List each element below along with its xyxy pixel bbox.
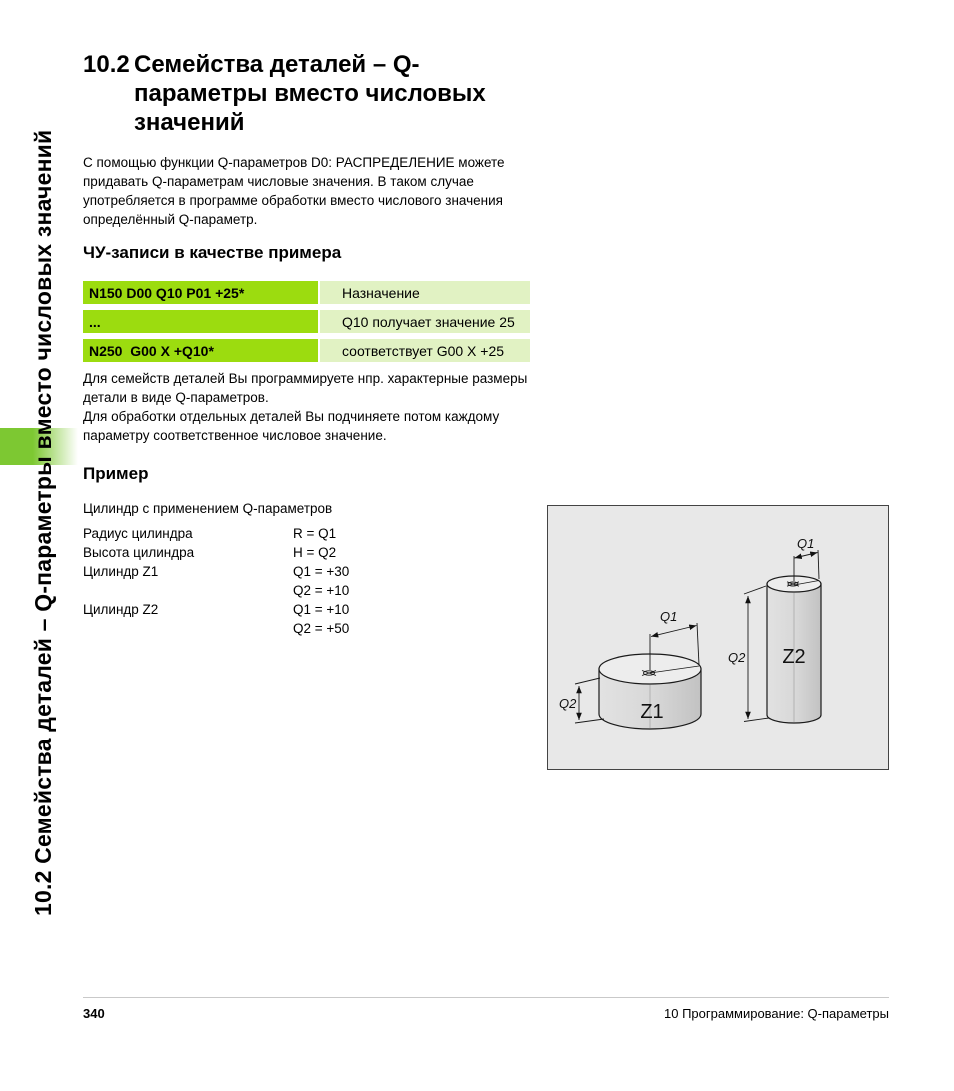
cylinder-z2: [767, 576, 821, 723]
parameter-value: R = Q1: [293, 526, 337, 541]
body-paragraph: Для семейств деталей Вы программируете нпр. характерные размеры детали в виде Q-параметров.: [83, 371, 528, 405]
parameter-value: H = Q2: [293, 545, 337, 560]
nc-code-cell: N250 G00 X +Q10*: [83, 339, 318, 362]
parameter-value: Q2 = +50: [293, 621, 350, 636]
nc-example-table: [83, 281, 530, 368]
list-item: [83, 524, 349, 543]
example-subtitle: Цилиндр с применением Q-параметров: [83, 501, 333, 516]
parameter-label: Цилиндр Z2: [83, 602, 159, 617]
nc-comment-cell: Q10 получает значение 25: [320, 310, 530, 333]
dimension-q1-z2: [794, 536, 819, 581]
table-row: [83, 281, 530, 304]
figure-label-q1: Q1: [660, 609, 678, 624]
list-item: [83, 581, 349, 600]
example-heading: Пример: [83, 464, 149, 483]
section-number: 10.2: [83, 51, 130, 78]
cylinder-figure-drawing: [548, 506, 888, 769]
footer-chapter-title: 10 Программирование: Q-параметры: [664, 1006, 889, 1021]
section-title: Семейства деталей – Q-параметры вместо числовых значений: [134, 51, 486, 136]
table-row: [83, 310, 530, 333]
parameter-value: Q1 = +10: [293, 602, 350, 617]
parameter-value: Q2 = +10: [293, 583, 350, 598]
dimension-q2-z2: [728, 586, 769, 722]
figure-label-q2: Q2: [559, 696, 577, 711]
parameter-label: Высота цилиндра: [83, 545, 195, 560]
parameter-label: [83, 581, 293, 600]
page-number: 340: [83, 1006, 105, 1021]
body-paragraph: Для обработки отдельных деталей Вы подчиняете потом каждому параметру соответственное числовое значение.: [83, 409, 500, 443]
nc-code-cell: ...: [83, 310, 318, 333]
section-heading: [83, 50, 553, 137]
list-item: [83, 543, 349, 562]
dimension-q2-z1: [559, 678, 604, 723]
nc-comment-cell: Назначение: [320, 281, 530, 304]
parameter-label: [83, 619, 293, 638]
list-item: [83, 600, 349, 619]
figure-label-z2: Z2: [782, 646, 806, 668]
parameter-label: Радиус цилиндра: [83, 526, 193, 541]
table-row: [83, 339, 530, 362]
cylinder-figure: [547, 505, 889, 770]
page-footer: [83, 997, 889, 1021]
list-item: [83, 562, 349, 581]
figure-label-q2: Q2: [728, 650, 746, 665]
vertical-chapter-title: 10.2 Семейства деталей – Q-параметры вместо числовых значений: [30, 129, 56, 916]
list-item: [83, 619, 349, 638]
example-parameter-list: [83, 524, 349, 638]
nc-blocks-heading: ЧУ-записи в качестве примера: [83, 243, 342, 262]
parameter-value: Q1 = +30: [293, 564, 350, 579]
intro-paragraph: С помощью функции Q-параметров D0: РАСПРЕДЕЛЕНИЕ можете придавать Q-параметрам числовые значения. В таком случае употребляется в программе обработки вместо числового значения определённый Q-параметр.: [83, 155, 505, 227]
figure-label-q1: Q1: [797, 536, 815, 551]
parameter-label: Цилиндр Z1: [83, 564, 159, 579]
figure-label-z1: Z1: [640, 701, 664, 723]
nc-comment-cell: соответствует G00 X +25: [320, 339, 530, 362]
nc-code-cell: N150 D00 Q10 P01 +25*: [83, 281, 318, 304]
